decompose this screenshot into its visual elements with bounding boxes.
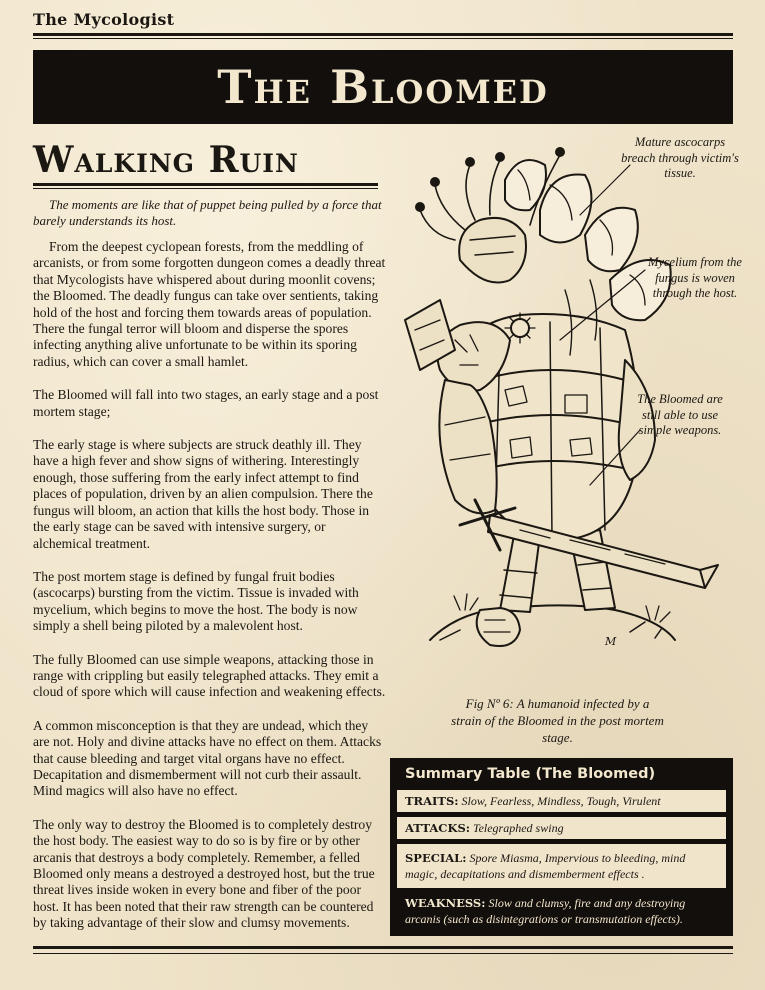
artist-signature: M xyxy=(605,635,617,648)
summary-value: Spore Miasma, Impervious to bleeding, mind magic, decapitations and dismemberment effects . xyxy=(405,851,686,881)
summary-row-special xyxy=(397,844,726,888)
page-title: The Bloomed xyxy=(217,60,549,114)
section-heading: Walking Ruin xyxy=(33,139,299,181)
figure-caption: Fig Nº 6: A humanoid infected by a strain of the Bloomed in the post mortem stage. xyxy=(451,696,664,745)
summary-value: Slow and clumsy, fire and any destroying arcanis (such as disintegrations or transmutation effects). xyxy=(405,896,686,926)
summary-row-attacks xyxy=(397,817,726,839)
summary-label: TRAITS: xyxy=(405,794,459,808)
section-rule xyxy=(33,183,378,186)
body-text-column xyxy=(33,197,386,949)
body-paragraph: The Bloomed will fall into two stages, an early stage and a post mortem stage; xyxy=(33,387,379,419)
summary-row-traits xyxy=(397,790,726,812)
top-rule xyxy=(33,33,733,36)
body-paragraph: The post mortem stage is defined by fungal fruit bodies (ascocarps) bursting from the victim. Tissue is invaded with mycelium, which begins to move the host. The body is now simply a shell being piloted by a malevolent host. xyxy=(33,568,359,634)
summary-title: Summary Table (The Bloomed) xyxy=(405,766,656,782)
summary-table xyxy=(390,758,733,936)
top-rule-thin xyxy=(33,38,733,39)
body-paragraph: The early stage is where subjects are struck deathly ill. They have a high fever and show signs of withering. Interestingly enough, those suffering from the early infect attempt to find places of population, driven by an alien compulsion. There the fungus will bloom, an action that kills the host body. Those in the early stage can be saved with intensive surgery, or alchemical treatment. xyxy=(33,437,373,551)
running-header: The Mycologist xyxy=(33,10,175,29)
body-paragraph: A common misconception is that they are undead, which they are not. Holy and divine attacks have no effect on them. Attacks that cause bleeding and target vital organs have no effect. Decapitation and dismemberment will not curb their assault. Mind magics will also have no effect. xyxy=(33,717,382,799)
intro-quote: The moments are like that of puppet being pulled by a force that barely understands its host. xyxy=(33,197,382,228)
summary-label: WEAKNESS: xyxy=(405,896,486,910)
callout-ascocarps: Mature ascocarps breach through victim's tissue. xyxy=(621,135,739,180)
callout-weapons: The Bloomed are still able to use simple weapons. xyxy=(637,392,723,437)
bottom-rule-thin xyxy=(33,953,733,954)
body-paragraph: From the deepest cyclopean forests, from the meddling of arcanists, or from some forgotten dungeon comes a deadly threat that Mycologists have whispered about during moonlit covens; the Bloomed. The deadly fungus can take over sentients, taking hold of the host and forcing them towards areas of population. There the fungal terror will bloom and disperse the spores infecting anything alive unfortunate to be within its sporing radius, which can cover a small hamlet. xyxy=(33,239,386,369)
summary-value: Telegraphed swing xyxy=(473,821,564,835)
summary-label: SPECIAL: xyxy=(405,851,467,865)
title-banner xyxy=(33,50,733,124)
bottom-rule xyxy=(33,946,733,949)
body-paragraph: The fully Bloomed can use simple weapons, attacking those in range with crippling but easily telegraphed attacks. They emit a cloud of spore which will cause infection and weakening effects. xyxy=(33,651,386,700)
section-rule-thin xyxy=(33,188,378,189)
body-paragraph: The only way to destroy the Bloomed is to completely destroy the host body. The easiest way to do so is by fire or by other arcanis that destroys a body completely. Remember, a felled Bloomed only means a destroyed a destroyed host, but the true threat lives inside woken in every bone and fiber of the poor host. It has been noted that their raw strength can be countered by taking advantage of their slow and clumsy movements. xyxy=(33,816,375,931)
summary-row-weakness xyxy=(397,893,726,929)
summary-label: ATTACKS: xyxy=(405,821,470,835)
summary-value: Slow, Fearless, Mindless, Tough, Virulent xyxy=(461,794,661,808)
callout-mycelium: Mycelium from the fungus is woven through the host. xyxy=(648,255,742,300)
